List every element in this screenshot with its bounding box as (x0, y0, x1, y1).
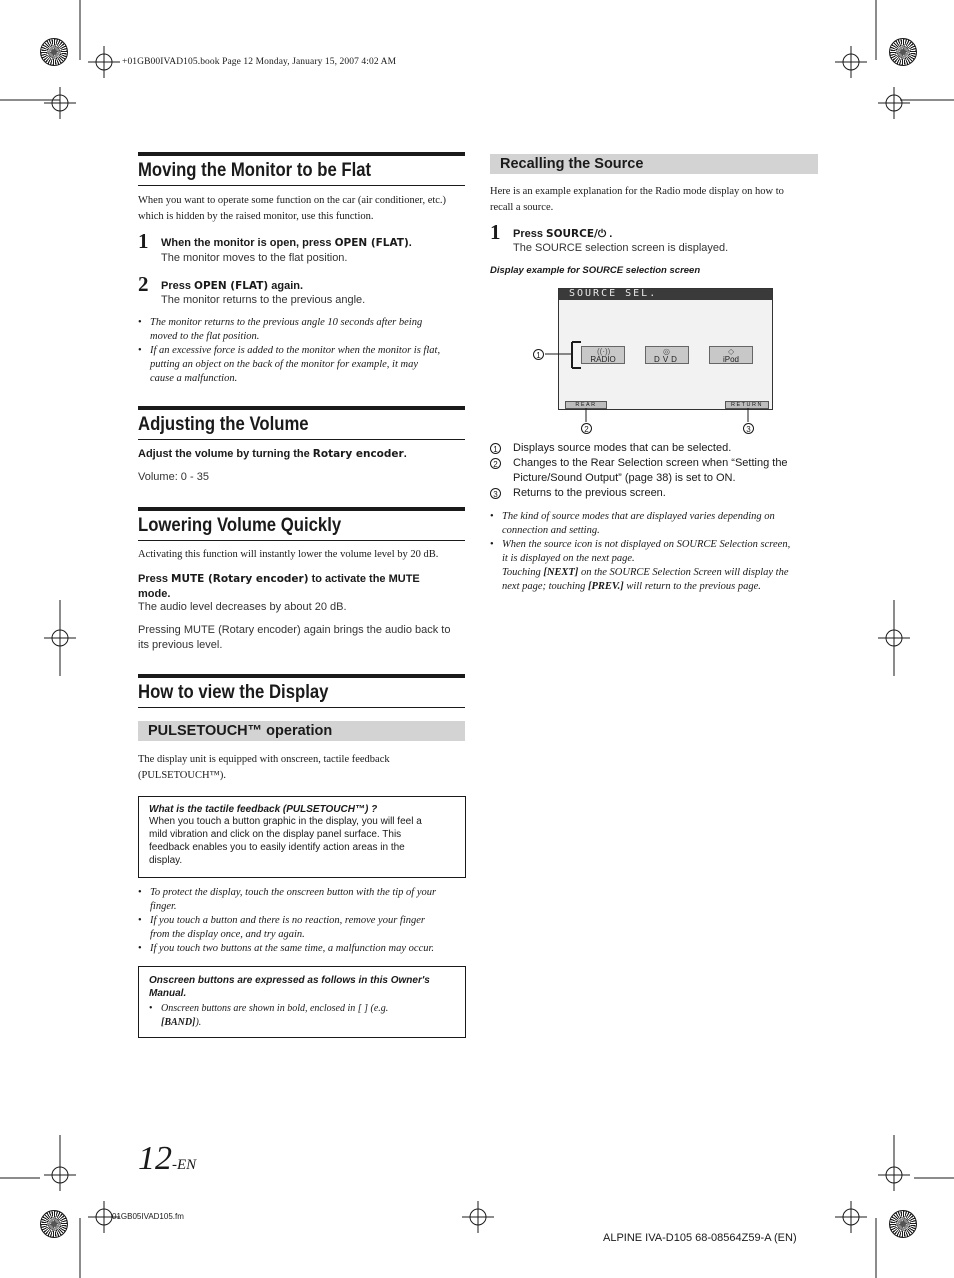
subheading-pulsetouch: PULSETOUCH™ operation (138, 721, 465, 741)
radio-source-button[interactable]: ((·)) RADIO (581, 346, 625, 364)
recall-source-intro: Here is an example explanation for the Radio mode display on how to recall a source. (490, 186, 784, 213)
ipod-source-button[interactable]: ◇ iPod (709, 346, 753, 364)
book-header-line: +01GB00IVAD105.book Page 12 Monday, January 15, 2007 4:02 AM (122, 57, 397, 67)
note-item: • When the source icon is not displayed on SOURCE Selection screen, it is displayed on the next page. Touching [NEXT] on the SOURCE Selection Screen will display the next page; touching [PREV.] will return to the previous page. (490, 538, 825, 594)
legend-item: 1 Displays source modes that can be selected. (490, 441, 820, 456)
mute-release-description: Pressing MUTE (Rotary encoder) again brings the audio back to its previous level. (138, 624, 451, 651)
volume-range: Volume: 0 - 35 (138, 471, 209, 483)
heading-rule-bottom (138, 185, 465, 186)
step-number: 1 (138, 229, 149, 253)
mute-instruction: Press MUTE (Rotary encoder) to activate the MUTE mode. (138, 573, 420, 600)
onscreen-buttons-box (138, 966, 466, 1038)
section-heading-volume (138, 406, 465, 440)
step-description: The monitor returns to the previous angle. (161, 294, 366, 306)
page-number: 12-EN (138, 1140, 197, 1177)
note-item: • If an excessive force is added to the monitor when the monitor is flat, putting an object on the back of the monitor for example, it may cause a malfunction. (138, 344, 468, 386)
rear-button[interactable]: REAR (565, 401, 607, 409)
callout-3: 3 (743, 423, 754, 434)
return-button[interactable]: RETURN (725, 401, 769, 409)
disc-icon: ◎ (663, 347, 673, 356)
step-instruction: Press OPEN (FLAT) again. (161, 280, 304, 292)
callout-1: 1 (533, 349, 544, 360)
open-flat-key: OPEN (FLAT) (334, 237, 409, 249)
screen-title-bar (559, 289, 772, 300)
callout-legend (490, 441, 820, 501)
file-name: 01GB05IVAD105.fm (112, 1212, 184, 1221)
source-key: SOURCE/⏻ (546, 228, 607, 240)
monitor-flat-intro: When you want to operate some function on the car (air conditioner, etc.) which is hidden by the raised monitor, use this function. (138, 195, 447, 222)
section-title: Lowering Volume Quickly (138, 515, 342, 536)
legend-item: 2 Changes to the Rear Selection screen when “Setting the Picture/Sound Output” (page 38) is set to ON. (490, 456, 820, 486)
step-instruction: Press SOURCE/⏻ . (513, 228, 613, 240)
step-number: 1 (490, 220, 501, 244)
section-heading-view-display (138, 674, 465, 708)
box-body: When you touch a button graphic in the display, you will feel a mild vibration and click on the display panel surface. This feedback enables you to easily identify action areas in the display. (149, 816, 422, 866)
note-item: • If you touch two buttons at the same time, a malfunction may occur. (138, 942, 473, 956)
note-item: • If you touch a button and there is no reaction, remove your finger from the display once, and try again. (138, 914, 473, 942)
model-line: ALPINE IVA-D105 68-08564Z59-A (EN) (603, 1232, 797, 1244)
volume-instruction: Adjust the volume by turning the Rotary encoder. (138, 448, 407, 460)
box-title: What is the tactile feedback (PULSETOUCH™) ? (149, 804, 378, 815)
radio-wave-icon: ((·)) (597, 347, 611, 356)
source-selection-screen (558, 288, 773, 410)
section-heading-monitor-flat (138, 152, 465, 186)
note-item: • The monitor returns to the previous angle 10 seconds after being moved to the flat position. (138, 316, 468, 344)
rotary-encoder-key: Rotary encoder (312, 448, 404, 460)
step-instruction: When the monitor is open, press OPEN (FLAT). (161, 237, 412, 249)
step-number: 2 (138, 272, 149, 296)
ipod-icon: ◇ (728, 347, 735, 356)
lower-volume-intro: Activating this function will instantly lower the volume level by 20 dB. (138, 549, 439, 560)
box-notes (149, 1002, 455, 1030)
section-heading-lower-volume (138, 507, 465, 541)
mute-key: MUTE (Rotary encoder) (171, 573, 309, 585)
mute-description: The audio level decreases by about 20 dB. (138, 601, 347, 613)
figure-caption: Display example for SOURCE selection screen (490, 265, 701, 276)
step-description: The monitor moves to the flat position. (161, 252, 348, 264)
monitor-flat-notes (138, 316, 468, 386)
callout-2: 2 (581, 423, 592, 434)
heading-rule-bottom (138, 707, 465, 708)
heading-rule-bottom (138, 439, 465, 440)
heading-rule-bottom (138, 540, 465, 541)
subheading-recalling-source: Recalling the Source (490, 154, 818, 174)
note-item: • Onscreen buttons are shown in bold, enclosed in [ ] (e.g. [BAND]). (149, 1002, 455, 1030)
dvd-source-button[interactable]: ◎ DVD (645, 346, 689, 364)
open-flat-key: OPEN (FLAT) (194, 280, 269, 292)
recall-source-notes (490, 510, 825, 594)
display-notes (138, 886, 473, 956)
section-title: Adjusting the Volume (138, 414, 309, 435)
section-title: How to view the Display (138, 682, 329, 703)
step-description: The SOURCE selection screen is displayed. (513, 242, 729, 254)
section-title: Moving the Monitor to be Flat (138, 160, 372, 181)
note-item: • To protect the display, touch the onscreen button with the tip of your finger. (138, 886, 473, 914)
note-item: • The kind of source modes that are displayed varies depending on connection and setting. (490, 510, 825, 538)
pulsetouch-intro: The display unit is equipped with onscreen, tactile feedback (PULSETOUCH™). (138, 754, 390, 781)
legend-item: 3 Returns to the previous screen. (490, 486, 820, 501)
tactile-feedback-box (138, 796, 466, 878)
screen-title: SOURCE SEL. (569, 288, 658, 299)
box-title: Onscreen buttons are expressed as follows in this Owner's Manual. (149, 975, 430, 999)
